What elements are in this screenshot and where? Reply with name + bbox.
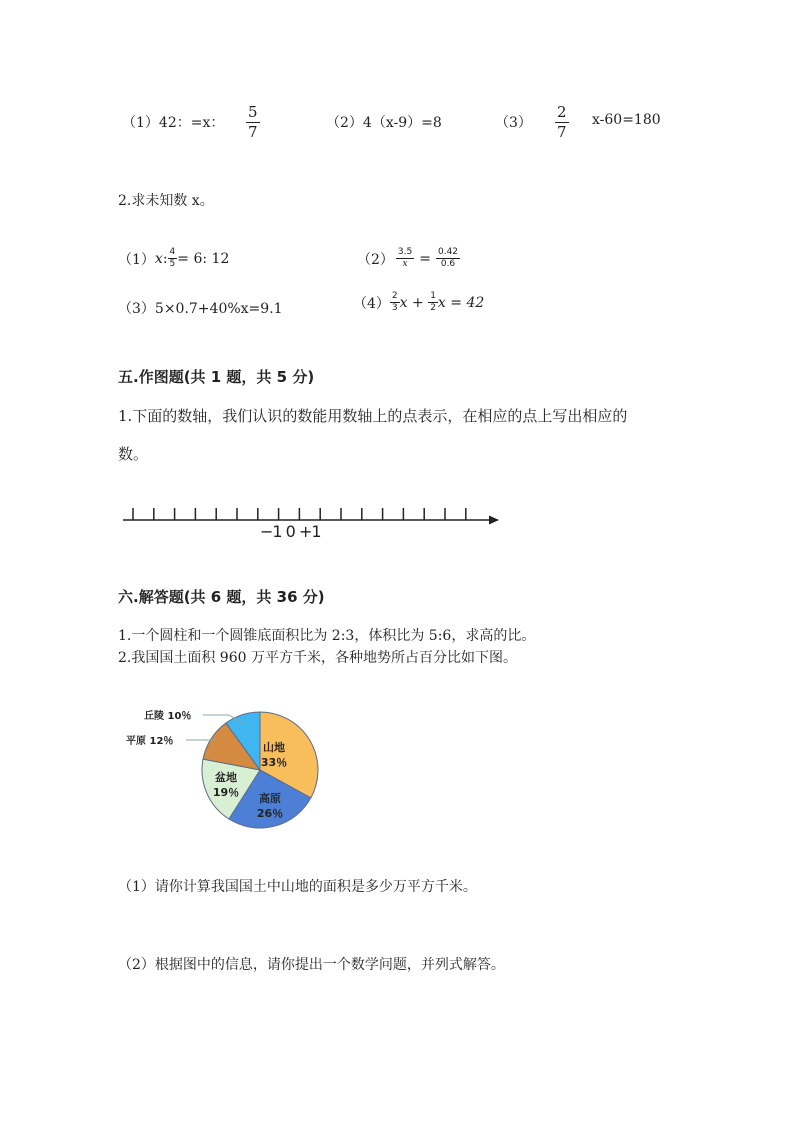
fraction-numerator: 3.5 xyxy=(397,247,413,257)
section-6-q1: 1.一个圆柱和一个圆锥底面积比为 2:3，体积比为 5:6，求高的比。 xyxy=(118,628,536,644)
fraction-denominator: 5 xyxy=(169,259,176,269)
equation-2-text: （2）4（x-9）=8 xyxy=(326,115,442,131)
section-5-q1-line2: 数。 xyxy=(118,445,149,463)
math-variable: x xyxy=(154,250,163,267)
part-label: （1） xyxy=(118,251,155,268)
fraction-numerator: 5 xyxy=(248,103,258,121)
math-term: x + xyxy=(399,294,429,311)
q2-part-2 xyxy=(357,248,460,269)
slice-value-gaoyuan: 26％ xyxy=(256,807,284,820)
q2-part-1 xyxy=(118,248,229,269)
slice-name-pendi: 盆地 xyxy=(215,771,237,784)
slice-name-gaoyuan: 高原 xyxy=(259,792,281,805)
equation-3-suffix-text: x-60=180 xyxy=(592,112,661,128)
equation-1 xyxy=(122,112,224,132)
slice-value-pendi: 19％ xyxy=(212,786,240,799)
section-6-heading: 六.解答题(共 6 题，共 36 分) xyxy=(118,588,325,606)
fraction-numerator: 4 xyxy=(169,247,176,257)
equation-1-fraction xyxy=(246,105,260,140)
equation-3-prefix: （3） xyxy=(495,115,532,131)
label-pingyuan: 平原 12％ xyxy=(126,736,174,747)
number-line-labels: −1 0 +1 xyxy=(260,522,321,541)
equation-1-text: （1）42：=x： xyxy=(122,115,225,131)
q2-title: 2.求未知数 x。 xyxy=(118,193,214,209)
section-6-q2: 2.我国国土面积 960 万平方千米，各种地势所占百分比如下图。 xyxy=(118,650,517,666)
section-5-heading: 五.作图题(共 1 题，共 5 分) xyxy=(118,368,315,386)
number-line-ticks xyxy=(133,508,466,520)
equation-3-suffix xyxy=(592,112,661,128)
fraction-numerator: 0.42 xyxy=(437,247,459,257)
fraction-denominator: 2 xyxy=(430,303,436,313)
math-colon: : xyxy=(162,250,168,267)
section-6-sub1: （1）请你计算我国国土中山地的面积是多少万平方千米。 xyxy=(118,879,477,895)
fraction-numerator: 2 xyxy=(391,291,398,301)
number-line-arrow-icon xyxy=(489,516,499,525)
fraction-denominator: 7 xyxy=(248,123,258,141)
section-5-q1-line1: 1.下面的数轴，我们认识的数能用数轴上的点表示，在相应的点上写出相应的 xyxy=(118,407,628,425)
math-term: x = 42 xyxy=(437,294,485,311)
math-equals: = xyxy=(419,250,431,267)
fraction-denominator: 3 xyxy=(391,303,398,313)
equation-2 xyxy=(326,112,442,132)
slice-name-shandi: 山地 xyxy=(263,741,285,754)
fraction-denominator: 7 xyxy=(557,123,567,141)
part-label: （4） xyxy=(353,295,390,312)
fraction-numerator: 1 xyxy=(430,291,436,301)
q2-part-3: （3）5×0.7+40%x=9.1 xyxy=(118,301,283,317)
fraction-denominator: 0.6 xyxy=(440,259,456,269)
part-label: （2） xyxy=(357,251,394,268)
terrain-pie-chart xyxy=(120,700,340,840)
math-rest: = 6: 12 xyxy=(177,250,230,267)
fraction-denominator: x xyxy=(402,259,408,269)
equation-3-fraction xyxy=(555,105,569,140)
q2-part-4 xyxy=(353,292,484,313)
fraction-numerator: 2 xyxy=(557,103,567,121)
equation-3-label xyxy=(495,112,532,132)
section-6-sub2: （2）根据图中的信息，请你提出一个数学问题，并列式解答。 xyxy=(118,957,505,973)
slice-value-shandi: 33％ xyxy=(260,756,288,769)
label-qiuling: 丘陵 10％ xyxy=(144,711,192,722)
